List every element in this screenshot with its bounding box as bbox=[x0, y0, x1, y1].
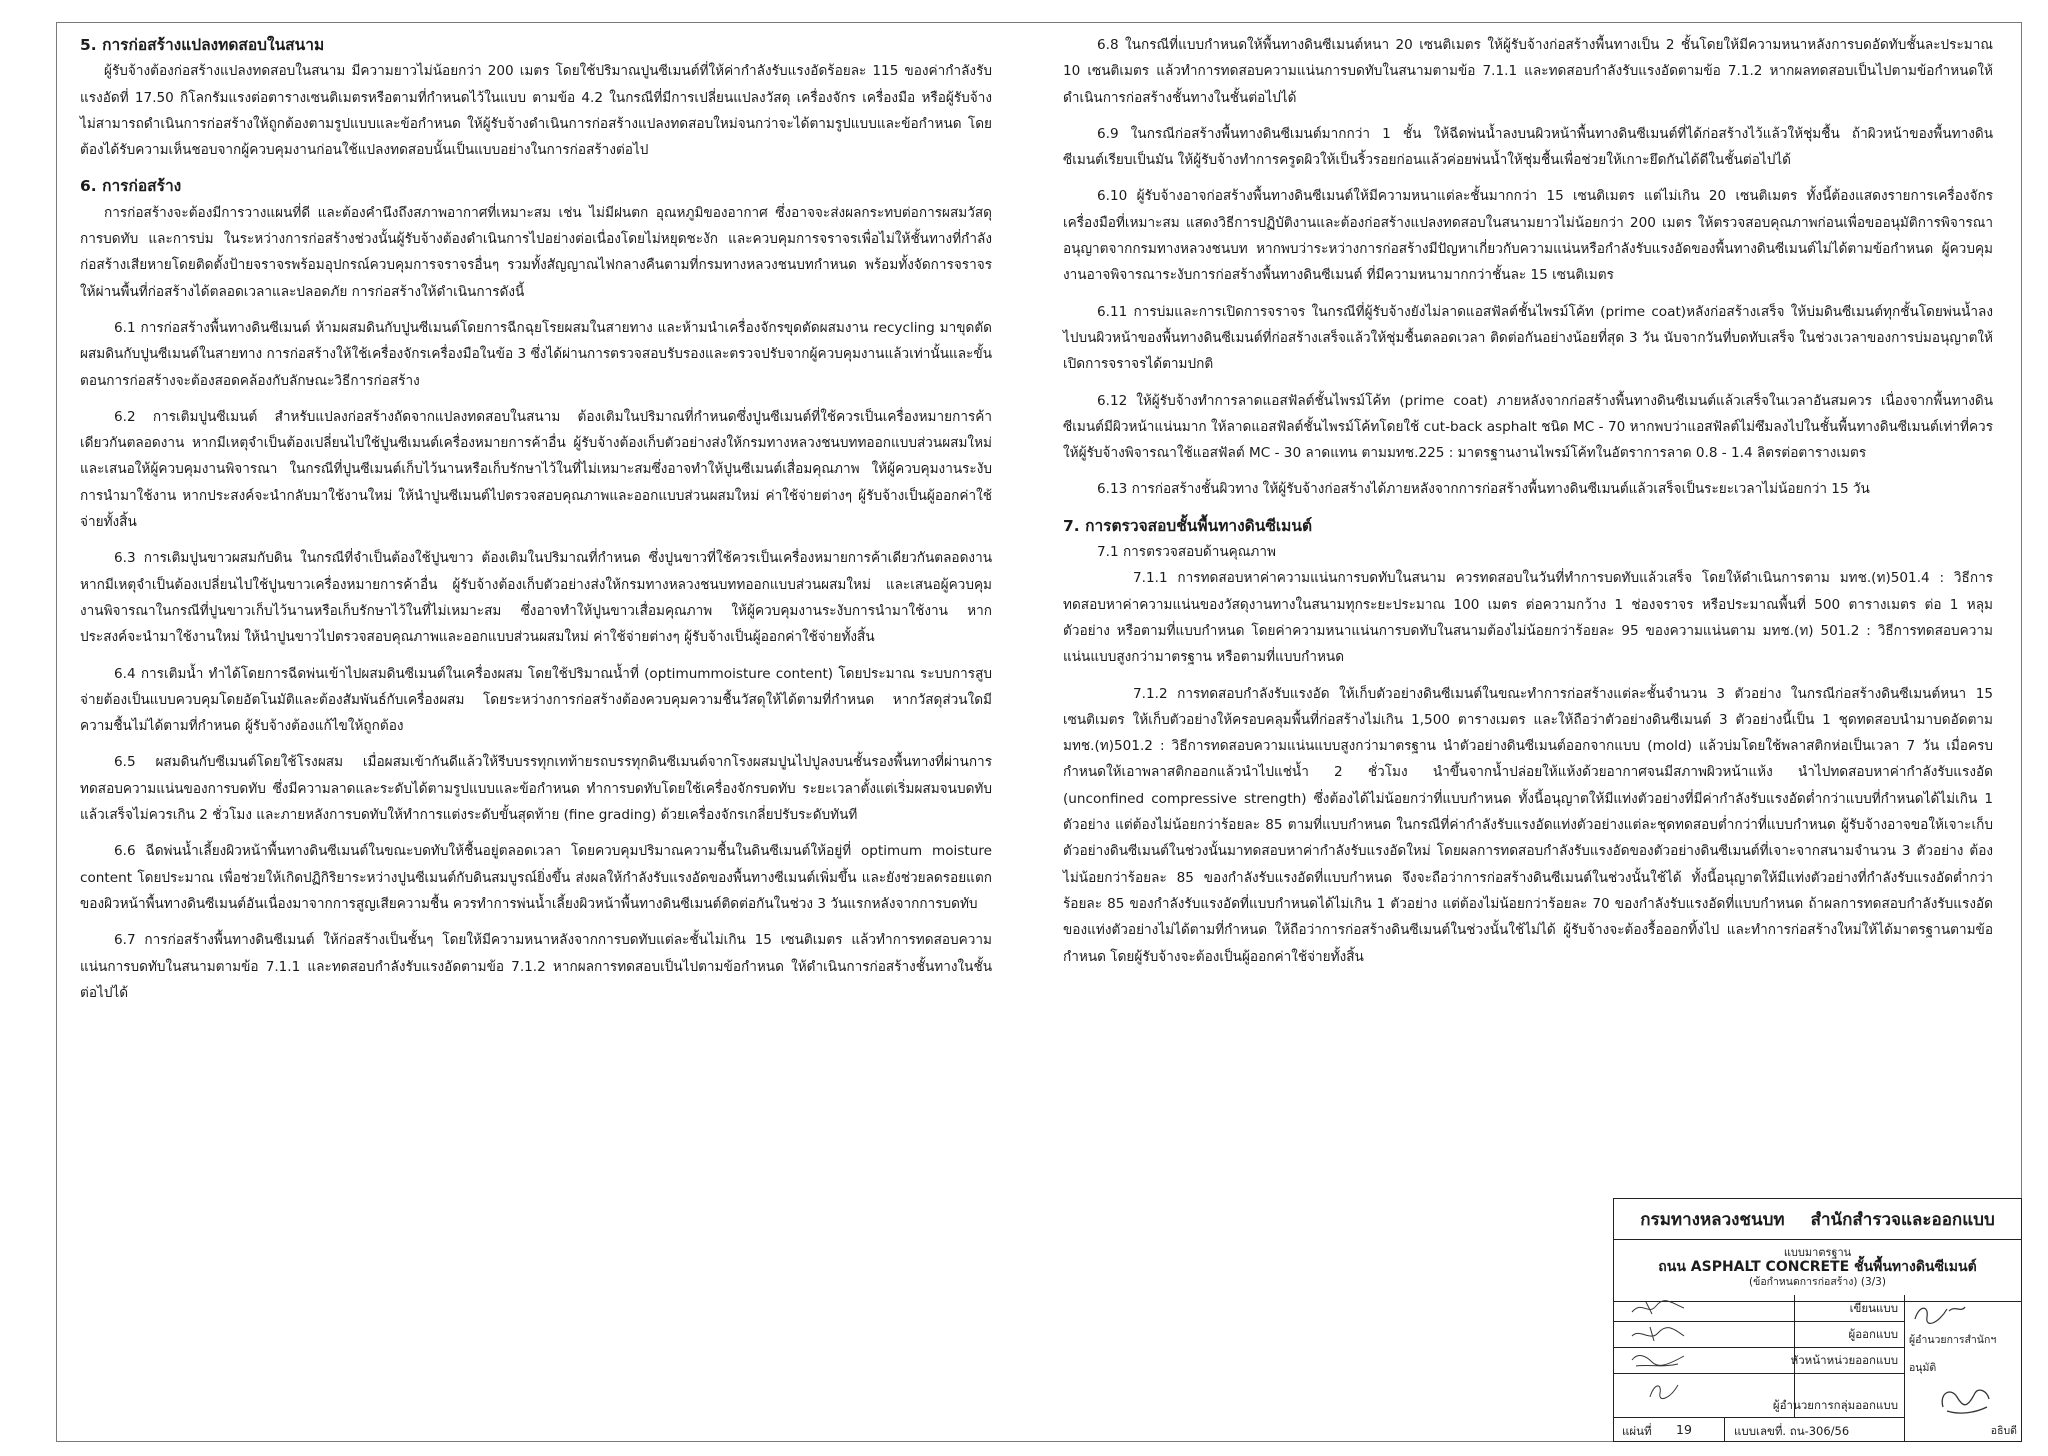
department-name: กรมทางหลวงชนบท bbox=[1640, 1209, 1785, 1230]
left-column bbox=[80, 32, 992, 1016]
role-label: เขียนแบบ bbox=[1849, 1301, 1898, 1315]
clause-6-13: 6.13 การก่อสร้างชั้นผิวทาง ให้ผู้รับจ้างก่อสร้างได้ภายหลังจากการก่อสร้างพื้นทางดินซีเมนต์แล้วเสร็จเป็นระยะเวลาไม่น้อยกว่า 15 วัน bbox=[1097, 481, 1870, 498]
signature-mark bbox=[1935, 1383, 1995, 1419]
section-7-1-heading: 7.1 การตรวจสอบด้านคุณภาพ bbox=[1097, 544, 1276, 561]
signature-row-designer bbox=[1614, 1321, 1904, 1348]
signature-mark bbox=[1628, 1350, 1688, 1370]
title-block bbox=[1613, 1198, 2022, 1442]
clause-6-4: 6.4 การเติมน้ำ ทำได้โดยการฉีดพ่นเข้าไปผสมดินซีเมนต์ในเครื่องผสม โดยใช้ปริมาณน้ำที่ (optimummoisture content) โดยประมาณ ระบบการสูบจ่ายต้องเป็นแบบควบคุมโดยอัตโนมัติและต้องสัมพันธ์กับเครื่องผสม โดยระหว่างการก่อสร้างต้องควบคุมความชื้นวัสดุให้ได้ตามที่กำหนด หากวัสดุส่วนใดมีความชื้นไม่ได้ตามที่กำหนด ผู้รับจ้างต้องแก้ไขให้ถูกต้อง bbox=[80, 665, 992, 735]
signature-row-drafter bbox=[1614, 1295, 1904, 1322]
clause-6-9: 6.9 ในกรณีก่อสร้างพื้นทางดินซีเมนต์มากกว่า 1 ชั้น ให้ฉีดพ่นน้ำลงบนผิวหน้าพื้นทางดินซีเมนต์ที่ได้ก่อสร้างไว้แล้วให้ชุ่มชื้น ถ้าผิวหน้าของพื้นทางดินซีเมนต์เรียบเป็นมัน ให้ผู้รับจ้างทำการครูดผิวให้เป็นริ้วรอยก่อนแล้วค่อยพ่นน้ำให้ชุ่มชื้นเพื่อช่วยให้เกาะยึดกันได้ดีในชั้นต่อไปได้ bbox=[1063, 125, 1993, 169]
role-label: อธิบดี bbox=[1990, 1425, 2017, 1437]
section-7-heading: 7. การตรวจสอบชั้นพื้นทางดินซีเมนต์ bbox=[1063, 516, 1313, 535]
clause-6-2: 6.2 การเติมปูนซีเมนต์ สำหรับแปลงก่อสร้างถัดจากแปลงทดสอบในสนาม ต้องเติมในปริมาณที่กำหนดซึ่งปูนซีเมนต์ที่ใช้ควรเป็นเครื่องหมายการค้าเดียวกันตลอดงาน หากมีเหตุจำเป็นต้องเปลี่ยนไปใช้ปูนซีเมนต์เครื่องหมายการค้าอื่น ผู้รับจ้างต้องเก็บตัวอย่างส่งให้กรมทางหลวงชนบททออกแบบส่วนผสมใหม่ และเสนอให้ผู้ควบคุมงานพิจารณา ในกรณีที่ปูนซีเมนต์เก็บไว้นานหรือเก็บรักษาไว้ในที่ไม่เหมาะสมซึ่งอาจทำให้ปูนซีเมนต์เสื่อมคุณภาพ ให้ผู้ควบคุมงานระงับการนำมาใช้งาน หากประสงค์จะนำกลับมาใช้งานใหม่ ให้นำปูนซีเมนต์ไปตรวจสอบคุณภาพและออกแบบส่วนผสมใหม่ ค่าใช้จ่ายต่างๆ ผู้รับจ้างเป็นผู้ออกค่าใช้จ่ายทั้งสิ้น bbox=[80, 408, 992, 531]
title-block-footer bbox=[1614, 1417, 1904, 1442]
clause-7-1-1: 7.1.1 การทดสอบหาค่าความแน่นการบดทับในสนาม ควรทดสอบในวันที่ทำการบดทับแล้วเสร็จ โดยให้ดำเนินการตาม มทช.(ท)501.4 : วิธีการทดสอบหาค่าความแน่นของวัสดุงานทางในสนามทุกระยะประมาณ 100 เมตร ต่อความกว้าง 1 ช่องจราจร หรือประมาณพื้นที่ 500 ตารางเมตร ต่อ 1 หลุมตัวอย่าง หรือตามที่แบบกำหนด โดยค่าความหนาแน่นการบดทับในสนามต้องไม่น้อยกว่าร้อยละ 95 ของความแน่นตาม มทช.(ท) 501.2 : วิธีการทดสอบความแน่นแบบสูงกว่ามาตรฐาน หรือตามที่แบบกำหนด bbox=[1063, 570, 1993, 666]
clause-6-1: 6.1 การก่อสร้างพื้นทางดินซีเมนต์ ห้ามผสมดินกับปูนซีเมนต์โดยการฉีกฉุยโรยผสมในสายทาง และห้ามนำเครื่องจักรขุดตัดผสมงาน recycling มาขุดตัดผสมดินกับปูนซีเมนต์ในสายทาง การก่อสร้างให้ใช้เครื่องจักรเครื่องมือในข้อ 3 ซึ่งได้ผ่านการตรวจสอบรับรองและตรวจปรับจากผู้ควบคุมงานแล้วเท่านั้นและขั้นตอนการก่อสร้างจะต้องสอดคล้องกับลักษณะวิธีการก่อสร้าง bbox=[80, 319, 992, 389]
drawing-title-line-2: ถนน ASPHALT CONCRETE ชั้นพื้นทางดินซีเมนต์ bbox=[1658, 1259, 1977, 1275]
office-name: สำนักสำรวจและออกแบบ bbox=[1810, 1209, 1995, 1230]
signature-mark bbox=[1909, 1299, 1969, 1329]
approval-panel bbox=[1905, 1295, 2021, 1441]
section-5-heading: 5. การก่อสร้างแปลงทดสอบในสนาม bbox=[80, 36, 325, 54]
footer-divider bbox=[1724, 1418, 1725, 1442]
role-label: ผู้อำนวยการกลุ่มออกแบบ bbox=[1772, 1398, 1898, 1412]
role-label: ผู้อำนวยการสำนักฯ bbox=[1909, 1334, 1997, 1346]
clause-6-11: 6.11 การบ่มและการเปิดการจราจร ในกรณีที่ผู้รับจ้างยังไม่ลาดแอสฟัลต์ชั้นไพรม์โค้ท (prime coat)หลังก่อสร้างเสร็จ ให้บ่มดินซีเมนต์ทุกชั้นโดยพ่นน้ำลงไปบนผิวหน้าของพื้นทางดินซีเมนต์ที่ก่อสร้างเสร็จแล้วให้ชุ่มชื้นตลอดเวลา ติดต่อกันอย่างน้อยที่สุด 3 วัน นับจากวันที่บดทับเสร็จ ในช่วงเวลาของการบ่มอนุญาตให้เปิดการจราจรได้ตามปกติ bbox=[1063, 303, 1993, 373]
title-block-header bbox=[1614, 1199, 2021, 1240]
clause-6-7: 6.7 การก่อสร้างพื้นทางดินซีเมนต์ ให้ก่อสร้างเป็นชั้นๆ โดยให้มีความหนาหลังจากการบดทับแต่ละชั้นไม่เกิน 15 เซนติเมตร แล้วทำการทดสอบความแน่นการบดทับในสนามตามข้อ 7.1.1 และทดสอบกำลังรับแรงอัดตามข้อ 7.1.2 หากผลการทดสอบเป็นไปตามข้อกำหนด ให้ดำเนินการก่อสร้างชั้นทางในชั้นต่อไปได้ bbox=[80, 932, 992, 1001]
signature-mark bbox=[1628, 1324, 1688, 1344]
clause-6-8: 6.8 ในกรณีที่แบบกำหนดให้พื้นทางดินซีเมนต์หนา 20 เซนติเมตร ให้ผู้รับจ้างก่อสร้างพื้นทางเป็น 2 ชั้นโดยให้มีความหนาหลังการบดอัดทับชั้นละประมาณ 10 เซนติเมตร แล้วทำการทดสอบความแน่นการบดทับในสนามตามข้อ 7.1.1 และทดสอบกำลังรับแรงอัดตามข้อ 7.1.2 หากผลทดสอบเป็นไปตามข้อกำหนดให้ดำเนินการก่อสร้างชั้นทางในชั้นต่อไปได้ bbox=[1063, 37, 1993, 106]
clause-7-1-2: 7.1.2 การทดสอบกำลังรับแรงอัด ให้เก็บตัวอย่างดินซีเมนต์ในขณะทำการก่อสร้างแต่ละชั้นจำนวน 3 ตัวอย่าง ในกรณีก่อสร้างดินซีเมนต์หนา 15 เซนติเมตร ให้เก็บตัวอย่างให้ครอบคลุมพื้นที่ก่อสร้างไม่เกิน 1,500 ตารางเมตร และให้ถือว่าตัวอย่างดินซีเมนต์ 3 ตัวอย่างนี้เป็น 1 ชุดทดสอบนำมาบดอัดตาม มทช.(ท)501.2 : วิธีการทดสอบความแน่นแบบสูงกว่ามาตรฐาน นำตัวอย่างดินซีเมนต์ออกจากแบบ (mold) แล้วบ่มโดยใช้พลาสติกห่อเป็นเวลา 7 วัน เมื่อครบกำหนดให้เอาพลาสติกออกแล้วนำไปแช่น้ำ 2 ชั่วโมง นำขึ้นจากน้ำปล่อยให้แห้งด้วยอากาศจนมีสภาพผิวหน้าแห้ง นำไปทดสอบหาค่ากำลังรับแรงอัด (unconfined compressive strength) ซึ่งต้องได้ไม่น้อยกว่าที่แบบกำหนด ทั้งนี้อนุญาตให้มีแท่งตัวอย่างที่มีค่ากำลังรับแรงอัดต่ำกว่าแบบที่กำหนดได้ไม่เกิน 1 ตัวอย่าง แต่ต้องไม่น้อยกว่าร้อยละ 85 ตามที่แบบกำหนด ในกรณีที่ค่ากำลังรับแรงอัดแท่งตัวอย่างแต่ละชุดทดสอบต่ำกว่าที่แบบกำหนด ผู้รับจ้างอาจขอให้เจาะเก็บตัวอย่างดินซีเมนต์ในช่วงนั้นมาทดสอบหาค่ากำลังรับแรงอัดใหม่ โดยผลการทดสอบกำลังรับแรงอัดของตัวอย่างดินซีเมนต์ที่เจาะจากสนามจำนวน 3 ตัวอย่าง ต้องไม่น้อยกว่าร้อยละ 85 ของกำลังรับแรงอัดที่แบบกำหนด จึงจะถือว่าการก่อสร้างดินซีเมนต์ในช่วงนั้นใช้ได้ ทั้งนี้อนุญาตให้มีแท่งตัวอย่างที่กำลังรับแรงอัดต่ำกว่าร้อยละ 85 ของกำลังรับแรงอัดที่แบบกำหนดได้ไม่เกิน 1 ตัวอย่าง แต่ต้องไม่น้อยกว่าร้อยละ 70 ของกำลังรับแรงอัดที่แบบกำหนด ถ้าผลการทดสอบกำลังรับแรงอัดของแท่งตัวอย่างไม่ได้ตามที่กำหนด ให้ถือว่าการก่อสร้างดินซีเมนต์ในช่วงนั้นใช้ไม่ได้ ผู้รับจ้างจะต้องรื้อออกทิ้งไป และทำการก่อสร้างใหม่ให้ได้มาตรฐานตามข้อกำหนด โดยผู้รับจ้างจะต้องเป็นผู้ออกค่าใช้จ่ายทั้งสิ้น bbox=[1063, 685, 1993, 965]
signature-mark bbox=[1644, 1379, 1684, 1401]
clause-6-5: 6.5 ผสมดินกับซีเมนต์โดยใช้โรงผสม เมื่อผสมเข้ากันดีแล้วให้รีบบรรทุกเทท้ายรถบรรทุกดินซีเมนต์จากโรงผสมปูนไปปูลงบนชั้นรองพื้นทางที่ผ่านการทดสอบความแน่นของการบดทับ ซึ่งมีความลาดและระดับได้ตามรูปแบบและข้อกำหนด ทำการบดทับโดยใช้เครื่องจักรบดทับ ระยะเวลาตั้งแต่เริ่มผสมจนบดทับแล้วเสร็จไม่ควรเกิน 2 ชั่วโมง และภายหลังการบดทับให้ทำการแต่งระดับขั้นสุดท้าย (fine grading) ด้วยเครื่องจักรเกลี่ยปรับระดับทันที bbox=[80, 754, 992, 824]
role-label: อนุมัติ bbox=[1909, 1362, 1937, 1374]
drawing-title bbox=[1614, 1240, 2021, 1302]
clause-6-10: 6.10 ผู้รับจ้างอาจก่อสร้างพื้นทางดินซีเมนต์ให้มีความหนาแต่ละชั้นมากกว่า 15 เซนติเมตร แต่ไม่เกิน 20 เซนติเมตร ทั้งนี้ต้องแสดงรายการเครื่องจักร เครื่องมือที่เหมาะสม แสดงวิธีการปฏิบัติงานและต้องก่อสร้างแปลงทดสอบในสนามยาวไม่น้อยกว่า 200 เมตร ให้ตรวจสอบคุณภาพก่อนเพื่อขออนุมัติการพิจารณาอนุญาตจากกรมทางหลวงชนบท หากพบว่าระหว่างการก่อสร้างมีปัญหาเกี่ยวกับความแน่นหรือกำลังรับแรงอัดของพื้นทางดินซีเมนต์ไม่ได้ตามข้อกำหนด ผู้ควบคุมงานอาจพิจารณาระงับการก่อสร้างพื้นทางดินซีเมนต์ ที่มีความหนามากกว่าชั้นละ 15 เซนติเมตร bbox=[1063, 188, 1993, 284]
signature-row-design-director bbox=[1614, 1373, 1904, 1418]
clause-6-6: 6.6 ฉีดพ่นน้ำเลี้ยงผิวหน้าพื้นทางดินซีเมนต์ในขณะบดทับให้ชื้นอยู่ตลอดเวลา โดยควบคุมปริมาณความชื้นในดินซีเมนต์ให้อยู่ที่ optimum moisture content โดยประมาณ เพื่อช่วยให้เกิดปฏิกิริยาระหว่างปูนซีเมนต์กับดินสมบูรณ์ยิ่งขึ้น ส่งผลให้กำลังรับแรงอัดของพื้นทางซีเมนต์เพิ่มขึ้น และยังช่วยลดรอยแตกของผิวหน้าพื้นทางดินซีเมนต์อันเนื่องมาจากการสูญเสียความชื้น ควรทำการพ่นน้ำเลี้ยงผิวหน้าพื้นทางดินซีเมนต์ติดต่อกันในช่วง 3 วันแรกหลังจากการบดทับ bbox=[80, 843, 992, 912]
right-column bbox=[1063, 32, 1993, 980]
section-6-heading: 6. การก่อสร้าง bbox=[80, 177, 182, 196]
role-label: ผู้ออกแบบ bbox=[1848, 1327, 1898, 1341]
section-6-intro: การก่อสร้างจะต้องมีการวางแผนที่ดี และต้องคำนึงถึงสภาพอากาศที่เหมาะสม เช่น ไม่มีฝนตก อุณหภูมิของอากาศ ซึ่งอาจจะส่งผลกระทบต่อการผสมวัสดุ การบดทับ และการบ่ม ในระหว่างการก่อสร้างช่วงนั้นผู้รับจ้างต้องดำเนินการไปอย่างต่อเนื่องโดยไม่หยุดชะงัก และควบคุมการจราจรเพื่อไม่ให้ชั้นทางที่กำลังก่อสร้างเสียหายโดยติดตั้งป้ายจราจรพร้อมอุปกรณ์ควบคุมการจราจรอื่นๆ รวมทั้งสัญญาณไฟกลางคืนตามที่กรมทางหลวงชนบทกำหนด พร้อมทั้งจัดการจราจรให้ผ่านพื้นที่ก่อสร้างได้ตลอดเวลาและปลอดภัย การก่อสร้างให้ดำเนินการดังนี้ bbox=[80, 204, 992, 300]
drawing-title-line-3: (ข้อกำหนดการก่อสร้าง) (3/3) bbox=[1749, 1276, 1886, 1288]
sheet-label: แผ่นที่ bbox=[1622, 1424, 1652, 1438]
clause-6-12: 6.12 ให้ผู้รับจ้างทำการลาดแอสฟัลต์ชั้นไพรม์โค้ท (prime coat) ภายหลังจากก่อสร้างพื้นทางดินซีเมนต์แล้วเสร็จในเวลาอันสมควร เนื่องจากพื้นทางดินซีเมนต์มีผิวหน้าแน่นมาก ให้ลาดแอสฟัลต์ชั้นไพรม์โค้ทโดยใช้ cut-back asphalt ชนิด MC - 70 หากพบว่าแอสฟัลต์ไม่ซึมลงไปในชั้นพื้นทางดินซีเมนต์เท่าที่ควร ให้ผู้รับจ้างพิจารณาใช้แอสฟัลต์ MC - 30 ลาดแทน ตามมทช.225 : มาตรฐานงานไพรม์โค้ทในอัตราการลาด 0.8 - 1.4 ลิตรต่อตารางเมตร bbox=[1063, 392, 1993, 462]
signature-mark bbox=[1628, 1298, 1688, 1318]
section-5-paragraph: ผู้รับจ้างต้องก่อสร้างแปลงทดสอบในสนาม มีความยาวไม่น้อยกว่า 200 เมตร โดยใช้ปริมาณปูนซีเมนต์ที่ให้ค่ากำลังรับแรงอัดร้อยละ 115 ของค่ากำลังรับแรงอัดที่ 17.50 กิโลกรัมแรงต่อตารางเซนติเมตรหรือตามที่กำหนดไว้ในแบบ ตามข้อ 4.2 ในกรณีที่มีการเปลี่ยนแปลงวัสดุ เครื่องจักร เครื่องมือ หรือผู้รับจ้างไม่สามารถดำเนินการก่อสร้างให้ถูกต้องตามรูปแบบและข้อกำหนด ให้ผู้รับจ้างดำเนินการก่อสร้างแปลงทดสอบใหม่จนกว่าจะได้ตามรูปแบบและข้อกำหนด โดยต้องได้รับความเห็นชอบจากผู้ควบคุมงานก่อนใช้แปลงทดสอบนั้นเป็นแบบอย่างในการก่อสร้างต่อไป bbox=[80, 63, 992, 159]
role-label: หัวหน้าหน่วยออกแบบ bbox=[1790, 1353, 1898, 1367]
clause-6-3: 6.3 การเติมปูนขาวผสมกับดิน ในกรณีที่จำเป็นต้องใช้ปูนขาว ต้องเติมในปริมาณที่กำหนด ซึ่งปูนขาวที่ใช้ควรเป็นเครื่องหมายการค้าเดียวกันตลอดงาน หากมีเหตุจำเป็นต้องเปลี่ยนไปใช้ปูนขาวเครื่องหมายการค้าอื่น ผู้รับจ้างต้องเก็บตัวอย่างส่งให้กรมทางหลวงชนบททออกแบบส่วนผสมใหม่ และเสนอผู้ควบคุมงานพิจารณาในกรณีที่ปูนขาวเก็บไว้นานหรือเก็บรักษาไว้ในที่ไม่เหมาะสม ซึ่งอาจทำให้ปูนขาวเสื่อมคุณภาพ ให้ผู้ควบคุมงานระงับการนำมาใช้งาน หากประสงค์จะนำมาใช้งานใหม่ ให้นำปูนขาวไปตรวจสอบคุณภาพและออกแบบส่วนผสมใหม่ ค่าใช้จ่ายต่างๆ ผู้รับจ้างเป็นผู้ออกค่าใช้จ่ายทั้งสิ้น bbox=[80, 550, 992, 646]
drawing-number: แบบเลขที่. ถน-306/56 bbox=[1734, 1424, 1850, 1438]
signature-row-design-head bbox=[1614, 1347, 1904, 1374]
drawing-title-line-1: แบบมาตรฐาน bbox=[1783, 1246, 1852, 1259]
sheet-number: 19 bbox=[1676, 1422, 1692, 1437]
